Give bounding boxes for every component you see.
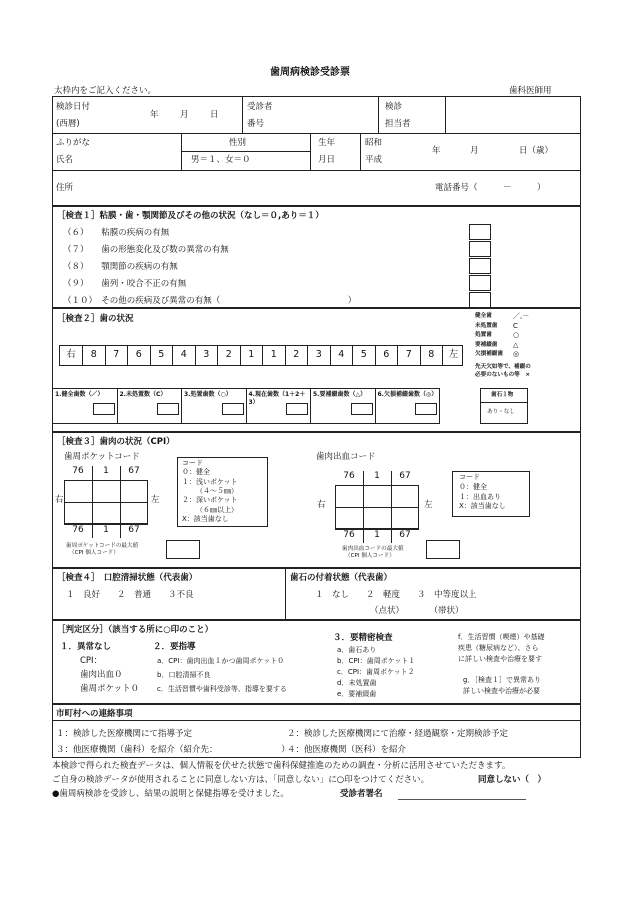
tooth-count-input[interactable] bbox=[222, 403, 244, 415]
judgment-c2-item: c．生活習慣や歯科受診等、指導を要する bbox=[157, 685, 287, 693]
disagree-option[interactable]: 同意しない（ ） bbox=[478, 775, 547, 785]
tooth-count-box bbox=[181, 388, 247, 424]
cpi-code-line: ０：健全 bbox=[182, 468, 210, 477]
tooth-count-input[interactable] bbox=[157, 403, 179, 415]
exam1-checkbox[interactable] bbox=[469, 292, 491, 308]
judgment-c3-item: b．CPI：歯周ポケット１ bbox=[337, 657, 416, 665]
phone-label: 電話番号（ － ） bbox=[435, 183, 546, 193]
judgment-c1-item: 歯周ポケット０ bbox=[80, 684, 140, 694]
cpi-tooth-label: 1 bbox=[374, 471, 380, 481]
exam1-checkbox[interactable] bbox=[469, 258, 491, 274]
legend-note: 先天欠如等で、補綴の bbox=[475, 364, 531, 370]
legend-label: 処置歯 bbox=[475, 332, 492, 338]
contact-item-1: １：検診した医療機関にて指導予定 bbox=[56, 729, 193, 739]
judgment-c1-item: CPI： bbox=[80, 656, 103, 666]
bleed-left-label: 左 bbox=[424, 500, 433, 510]
dob-label-2: 月日 bbox=[318, 155, 336, 165]
name-label: 氏名 bbox=[56, 155, 74, 165]
legend-label: 健全歯 bbox=[475, 313, 492, 319]
judgment-c3-item: a．歯石あり bbox=[337, 646, 377, 654]
judgment-c3-item: e．要補綴歯 bbox=[337, 690, 377, 698]
cpi-input-cell[interactable] bbox=[122, 482, 146, 500]
tooth-count-input[interactable] bbox=[415, 403, 437, 415]
tooth-number: 8 bbox=[82, 346, 105, 365]
contact-title: 市町村への連絡事項 bbox=[56, 709, 133, 719]
tooth-number: 6 bbox=[375, 346, 398, 365]
judgment-title: ［判定区分］（該当する所に○印のこと） bbox=[57, 625, 214, 635]
exam-month: 月 bbox=[180, 110, 189, 120]
exam1-item: （９） 歯列・咬合不正の有無 bbox=[63, 279, 187, 289]
signature-label: 受診者署名 bbox=[340, 789, 383, 799]
cpi-code-line: （６㎜以上） bbox=[196, 505, 238, 514]
cpi-tooth-label: 1 bbox=[103, 466, 109, 476]
signature-line[interactable] bbox=[398, 799, 526, 800]
exam-date-label: 検診日付 bbox=[56, 102, 91, 112]
tooth-number: 6 bbox=[127, 346, 150, 365]
cpi-tooth-label: 67 bbox=[399, 530, 411, 540]
cpi-tooth-label: 76 bbox=[343, 530, 355, 540]
cpi-input-cell[interactable] bbox=[365, 509, 389, 527]
contact-item-4: ４：他医療機関（医科）を紹介 bbox=[287, 745, 407, 755]
pocket-left-label: 左 bbox=[151, 495, 160, 505]
tooth-count-label: 3.処置歯数（○） bbox=[184, 391, 232, 398]
cpi-input-cell[interactable] bbox=[122, 504, 146, 522]
tooth-number: 7 bbox=[105, 346, 128, 365]
calculus-sub: （点状） （帯状） bbox=[370, 606, 464, 616]
legend-symbol: ／,－ bbox=[513, 312, 530, 320]
page-title: 歯周病検診受診票 bbox=[270, 67, 350, 78]
exam-year: 年 bbox=[150, 110, 159, 120]
tooth-count-box bbox=[117, 388, 183, 424]
exam1-item: （１０） その他の疾病及び異常の有無（ ） bbox=[63, 296, 357, 306]
calculus-title: 歯石の付着状態（代表歯） bbox=[290, 573, 393, 583]
dob-year: 年 bbox=[432, 146, 441, 156]
cpi-grid-topline bbox=[335, 485, 419, 486]
cpi-input-cell[interactable] bbox=[337, 487, 361, 505]
cpi-code-line: コード bbox=[182, 459, 203, 467]
exam4-options: １ 良好 ２ 普通 ３不良 bbox=[66, 590, 194, 600]
tooth-number: 2 bbox=[217, 346, 240, 365]
legend-note-2: 必要のないもの等 × bbox=[475, 372, 531, 378]
cpi-tooth-label: 67 bbox=[128, 466, 140, 476]
judgment-g-text: g．［検査１］で異常あり bbox=[463, 676, 541, 684]
cpi-code-line: １：出血あり bbox=[459, 492, 501, 501]
dental-plaque-title: 歯石１物 bbox=[491, 392, 514, 398]
cpi-input-cell[interactable] bbox=[393, 487, 417, 505]
furigana-label: ふりがな bbox=[56, 138, 91, 148]
seireki-label: (西暦) bbox=[56, 119, 80, 129]
era-heisei: 平成 bbox=[365, 155, 383, 165]
dob-month: 月 bbox=[470, 146, 479, 156]
exam1-checkbox[interactable] bbox=[469, 224, 491, 240]
cpi-code-line: ０：健全 bbox=[459, 482, 487, 491]
cpi-input-cell[interactable] bbox=[393, 509, 417, 527]
cpi-tooth-label: 1 bbox=[374, 530, 380, 540]
teeth-side-right: 右 bbox=[66, 349, 76, 360]
patient-no-label: 受診者 bbox=[247, 102, 273, 112]
tooth-number: 4 bbox=[330, 346, 353, 365]
pocket-max-label-2: （CPI 個人コード） bbox=[69, 550, 119, 556]
era-showa: 昭和 bbox=[365, 138, 383, 148]
exam2-title: ［検査２］歯の状況 bbox=[57, 314, 134, 324]
exam1-item: （６） 粘膜の疾病の有無 bbox=[63, 228, 170, 238]
contact-item-2: ２：検診した医療機関にて治療・経過観察・定期検診予定 bbox=[287, 729, 509, 739]
tooth-count-label: 6.欠損補綴歯数（◎） bbox=[377, 391, 438, 398]
judgment-f-text-2: 疾患（糖尿病など）、さら bbox=[458, 644, 539, 652]
legend-symbol: △ bbox=[513, 340, 519, 349]
tooth-number: 1 bbox=[262, 346, 285, 365]
judgment-c2-item: a．CPI：歯肉出血１かつ歯周ポケット０ bbox=[157, 657, 285, 665]
tooth-count-box bbox=[375, 388, 441, 424]
cpi-input-cell[interactable] bbox=[94, 504, 118, 522]
cpi-code-line: （４～５㎜） bbox=[196, 486, 238, 495]
tooth-count-label: 5.要補綴歯数（△） bbox=[313, 391, 367, 398]
consent-text-2: ご自身の検診データが使用されることに同意しない方は、「同意しない」に○印をつけてください。 bbox=[52, 775, 430, 785]
judgment-f-text: f．生活習慣（喫煙）や基礎 bbox=[458, 633, 545, 641]
judgment-g-text-2: 詳しい検査や治療が必要 bbox=[463, 687, 540, 695]
cpi-code-line: １：浅いポケット bbox=[182, 477, 238, 486]
contact-item-3: ３：他医療機関（歯科）を紹介（紹介先： ） bbox=[56, 745, 290, 755]
cpi-grid-topline bbox=[64, 480, 148, 481]
legend-symbol: ○ bbox=[513, 331, 520, 339]
cpi-grid-midline bbox=[64, 502, 148, 503]
sex-label: 性別 bbox=[229, 138, 247, 148]
tooth-count-box bbox=[310, 388, 376, 424]
exam4-title: ［検査４］ 口腔清掃状態（代表歯） bbox=[57, 573, 198, 583]
dental-plaque-box bbox=[480, 388, 528, 424]
cpi-tooth-label: 76 bbox=[72, 466, 84, 476]
tooth-number: 4 bbox=[172, 346, 195, 365]
cpi-tooth-label: 76 bbox=[72, 525, 84, 535]
tooth-count-box bbox=[52, 388, 118, 424]
legend-label: 要補綴歯 bbox=[475, 341, 498, 348]
tooth-number: 7 bbox=[397, 346, 420, 365]
patient-no-label-2: 番号 bbox=[247, 119, 265, 129]
exam1-item: （８） 顎関節の疾病の有無 bbox=[63, 262, 178, 272]
bleed-max-input[interactable] bbox=[426, 540, 460, 559]
address-label: 住所 bbox=[56, 183, 74, 193]
judgment-c3-title: ３．要精密検査 bbox=[333, 633, 393, 643]
examiner-label-2: 担当者 bbox=[385, 119, 411, 129]
instruction-text: 太枠内をご記入ください。 bbox=[54, 86, 157, 96]
tooth-number: 3 bbox=[307, 346, 330, 365]
legend-label: 欠損補綴歯 bbox=[475, 351, 503, 357]
bleed-right-label: 右 bbox=[317, 500, 326, 510]
legend-symbol: ◎ bbox=[513, 350, 520, 358]
pocket-code-title: 歯周ポケットコード bbox=[64, 452, 140, 462]
bleed-code-title: 歯肉出血コード bbox=[316, 452, 376, 462]
tooth-count-label: 2.未処置数（C） bbox=[119, 391, 167, 398]
tooth-number: 5 bbox=[352, 346, 375, 365]
judgment-c1-title: １．異常なし bbox=[60, 642, 112, 652]
judgment-c3-item: d．未処置歯 bbox=[337, 679, 377, 687]
received-statement: ●歯周病検診を受診し、結果の説明と保健指導を受けました。 bbox=[52, 789, 289, 799]
teeth-side-left: 左 bbox=[442, 346, 464, 365]
cpi-code-line: コード bbox=[459, 473, 480, 481]
cpi-tooth-label: 76 bbox=[343, 471, 355, 481]
dob-day-age: 日（歳） bbox=[519, 146, 554, 156]
cpi-grid-midline bbox=[335, 507, 419, 508]
cpi-code-line: X：該当歯なし bbox=[459, 502, 506, 511]
cpi-input-cell[interactable] bbox=[365, 487, 389, 505]
tooth-number: 3 bbox=[195, 346, 218, 365]
exam1-checkbox[interactable] bbox=[469, 275, 491, 291]
tooth-number: 8 bbox=[420, 346, 443, 365]
cpi-input-cell[interactable] bbox=[66, 482, 90, 500]
cpi-tooth-label: 67 bbox=[128, 525, 140, 535]
bleed-max-label: 歯肉出血コードの最大値 bbox=[342, 546, 404, 552]
cpi-code-line: X：該当歯なし bbox=[182, 514, 229, 523]
tooth-number: 2 bbox=[285, 346, 308, 365]
tooth-number: 1 bbox=[240, 346, 263, 365]
exam3-title: ［検査３］歯肉の状況（CPI） bbox=[57, 437, 175, 447]
judgment-f-text-3: に詳しい検査や治療を要す bbox=[458, 655, 542, 663]
tooth-count-input[interactable] bbox=[93, 403, 115, 415]
judgment-c2-item: b．口腔清掃不良 bbox=[157, 671, 211, 679]
exam1-item: （７） 歯の形態変化及び数の異常の有無 bbox=[63, 245, 229, 255]
tooth-count-input[interactable] bbox=[286, 403, 308, 415]
dental-plaque-value: あり・なし bbox=[487, 409, 515, 415]
judgment-c1-item: 歯肉出血０ bbox=[80, 670, 123, 680]
tooth-count-label: 4.現在歯数（1＋2＋3） bbox=[248, 391, 306, 406]
exam1-title: ［検査１］粘膜・歯・顎関節及びその他の状況（なし＝０,あり＝１） bbox=[57, 211, 324, 221]
sex-values: 男＝１、女＝０ bbox=[191, 155, 251, 165]
dob-label: 生年 bbox=[318, 138, 336, 148]
cpi-input-cell[interactable] bbox=[66, 504, 90, 522]
exam1-checkbox[interactable] bbox=[469, 241, 491, 257]
tooth-number: 5 bbox=[150, 346, 173, 365]
pocket-right-label: 右 bbox=[55, 495, 64, 505]
cpi-input-cell[interactable] bbox=[94, 482, 118, 500]
judgment-c2-title: ２．要指導 bbox=[153, 642, 196, 652]
tooth-count-label: 1.健全歯数（／） bbox=[55, 391, 104, 398]
tooth-count-input[interactable] bbox=[351, 403, 373, 415]
pocket-max-input[interactable] bbox=[166, 540, 200, 559]
examiner-label: 検診 bbox=[385, 102, 403, 112]
cpi-input-cell[interactable] bbox=[337, 509, 361, 527]
exam-day: 日 bbox=[210, 110, 219, 120]
for-dentist-label: 歯科医師用 bbox=[509, 86, 552, 96]
cpi-tooth-label: 1 bbox=[103, 525, 109, 535]
tooth-count-box bbox=[246, 388, 312, 424]
judgment-c3-item: c．CPI：歯周ポケット２ bbox=[337, 668, 415, 676]
bleed-max-label-2: （CPI 個人コード） bbox=[345, 553, 395, 559]
legend-label: 未処置歯 bbox=[475, 322, 498, 329]
consent-text: 本検診で得られた検査データは、個人情報を伏せた状態で歯科保健推進のための調査・分析に活用させていただきます。 bbox=[52, 761, 511, 771]
cpi-tooth-label: 67 bbox=[399, 471, 411, 481]
calculus-options: １ なし ２ 軽度 ３ 中等度以上 bbox=[315, 590, 477, 600]
cpi-code-line: ２：深いポケット bbox=[182, 496, 238, 505]
legend-symbol: C bbox=[513, 321, 518, 330]
teeth-chart bbox=[59, 345, 463, 366]
pocket-max-label: 歯周ポケットコードの最大値 bbox=[66, 543, 139, 549]
